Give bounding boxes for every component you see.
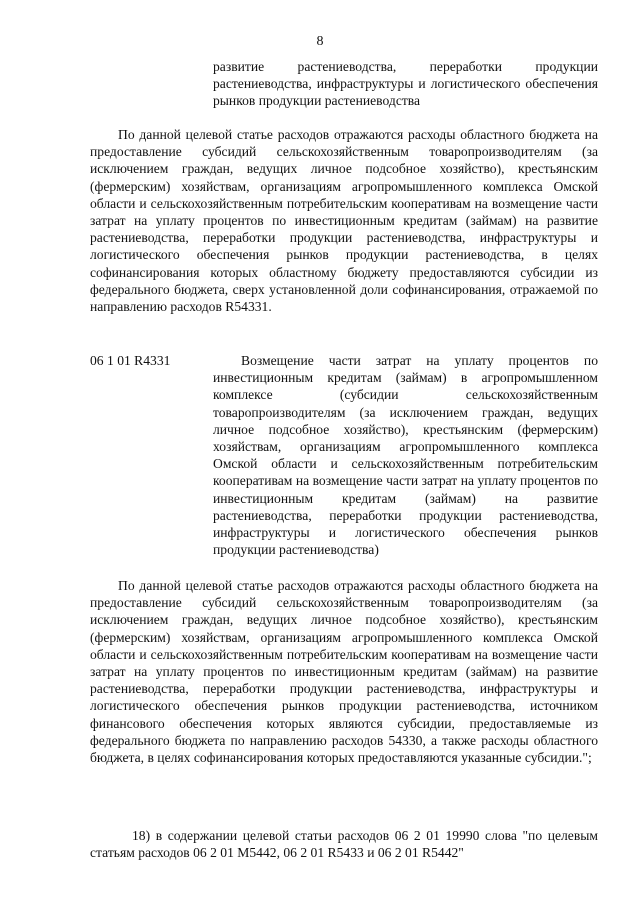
page-number: 8: [316, 34, 324, 49]
paragraph-3: 18) в содержании целевой статьи расходов 06 2 01 19990 слова "по целевым статьям расходов 06 2 01 М5442, 06 2 01 R5433 и 06 2 01 R5442": [90, 828, 598, 861]
paragraph-1: По данной целевой статье расходов отражаются расходы областного бюджета на предоставление субсидий сельскохозяйственным товаропроизводителям (за исключением граждан, ведущих личное подсобное хозяйство), крестьянским (фермерским) хозяйствам, организациям агропромышленного комплекса Омской области и сельскохозяйственным потребительским кооперативам на возмещение части затрат на уплату процентов по инвестиционным кредитам (займам) на развитие растениеводства, переработки продукции растениеводства, инфраструктуры и логистического обеспечения рынков продукции растениеводства, в целях софинансирования которых областному бюджету предоставляются субсидии из федерального бюджета, сверх установленной доли софинансирования, отражаемой по направлению расходов R54331.: [90, 127, 598, 315]
entry-code: 06 1 01 R4331: [90, 353, 171, 368]
paragraph-2: По данной целевой статье расходов отражаются расходы областного бюджета на предоставление субсидий сельскохозяйственным товаропроизводителям (за исключением граждан, ведущих личное подсобное хозяйство), крестьянским (фермерским) хозяйствам, организациям агропромышленного комплекса Омской области и сельскохозяйственным потребительским кооперативам на возмещение части затрат на уплату процентов по инвестиционным кредитам (займам) на развитие растениеводства, переработки продукции растениеводства, инфраструктуры и логистического обеспечения рынков продукции растениеводства, источником финансового обеспечения которых являются субсидии, предоставляемые из федерального бюджета по направлению расходов 54330, а также расходы областного бюджета, в целях софинансирования которых предоставляются указанные субсидии.";: [90, 578, 598, 766]
continuation-text: развитие растениеводства, переработки продукции растениеводства, инфраструктуры и логистического обеспечения рынков продукции растениеводства: [213, 59, 598, 109]
entry-description: Возмещение части затрат на уплату процентов по инвестиционным кредитам (займам) в агропромышленном комплексе (субсидии сельскохозяйственным товаропроизводителям (за исключением граждан, ведущих личное подсобное хозяйство), крестьянским (фермерским) хозяйствам, организациям агропромышленного комплекса Омской области и сельскохозяйственным потребительским кооперативам на возмещение части затрат на уплату процентов по инвестиционным кредитам (займам) на развитие растениеводства, переработки продукции растениеводства, инфраструктуры и логистического обеспечения рынков продукции растениеводства): [213, 353, 598, 558]
